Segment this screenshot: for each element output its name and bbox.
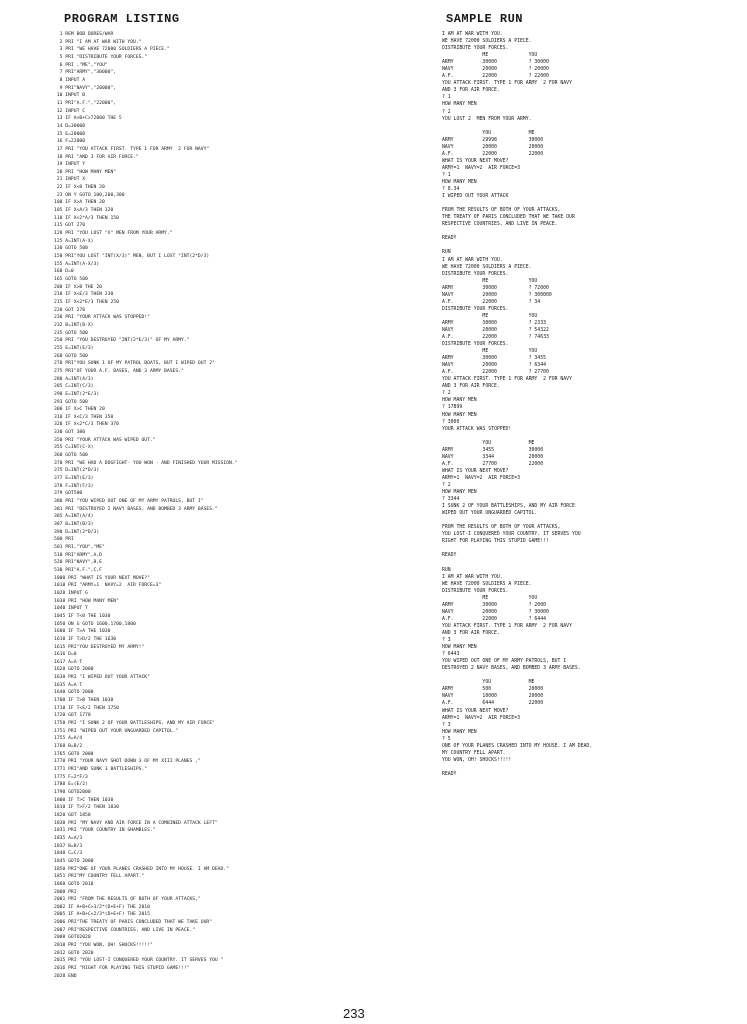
- program-listing-column: [54, 12, 399, 980]
- sample-run-output: I AM AT WAR WITH YOU. WE HAVE 72000 SOLDIERS A PIECE. DISTRIBUTE YOUR FORCES. ME YOU ARMY 30000 ? 30000 NAVY 20000 ? 20000 A.F. 22000 ? 22000 YOU ATTACK FIRST. TYPE 1 FOR ARMY 2 FOR NAVY AND 3 FOR AIR FORCE. ? 1 HOW MANY MEN ? 2 YOU LOST 2 MEN FROM YOUR ARMY. YOU ME ARMY 29998 30000 NAVY 20000 20000 A.F. 22000 22000 WHAT IS YOUR NEXT MOVE? ARMY=1 NAVY=2 AIR FORCE=3 ? 1 HOW MANY MEN ? 8.34 I WIPED OUT YOUR ATTACK FROM THE RESULTS OF BOTH OF YOUR ATTACKS, THE TREATY OF PARIS CONCLUDED THAT WE TAKE OUR RESPECTIVE COUNTRIES, AND LIVE IN PEACE. READY RUN I AM AT WAR WITH YOU. WE HAVE 72000 SOLDIERS A PIECE. DISTRIBUTE YOUR FORCES. ME YOU ARMY 30000 ? 72000 NAVY 20000 ? 300000 A.F. 22000 ? 34 DISTRIBUTE YOUR FORCES. ME YOU ARMY 30000 ? 2333 NAVY 20000 ? 54322 A.F. 22000 ? 74633 DISTRIBUTE YOUR FORCES. ME YOU ARMY 30000 ? 3455 NAVY 20000 ? 6344 A.F. 22000 ? 27700 YOU ATTACK FIRST. TYPE 1 FOR ARMY 2 FOR NAVY AND 3 FOR AIR FORCE. ? 2 HOW MANY MEN ? 17899 HOW MANY MEN ? 3000 YOUR ATTACK WAS STOPPED! YOU ME ARMY 3455 30000 NAVY 3344 20000 A.F. 27700 22000 WHAT IS YOUR NEXT MOVE? ARMY=1 NAVY=2 AIR FORCE=3 ? 2 HOW MANY MEN ? 3344 I SUNK 2 OF YOUR BATTLESHIPS, AND MY AIR FORCE WIPED OUT YOUR UNGUARDED CAPITOL. FROM THE RESULTS OF BOTH OF YOUR ATTACKS, YOU LOST-I CONQUERED YOUR COUNTRY. IT SERVES YOU RIGHT FOR PLAYING THIS STUPID GAME!!! READY RUN I AM AT WAR WITH YOU. WE HAVE 72000 SOLDIERS A PIECE. DISTRIBUTE YOUR FORCES. ME YOU ARMY 30000 ? 2000 NAVY 20000 ? 30000 A.F. 22000 ? 6444 YOU ATTACK FIRST. TYPE 1 FOR ARMY 2 FOR NAVY AND 3 FOR AIR FORCE. ? 3 HOW MANY MEN ? 6443 YOU WIPED OUT ONE OF MY ARMY PATROLS, BUT I DESTROYED 2 NAVY BASES, AND BOMBED 3 ARMY BASES. YOU ME ARMY 500 20000 NAVY 10000 20000 A.F. 6444 22000 WHAT IS YOUR NEXT MOVE? ARMY=1 NAVY=2 AIR FORCE=3 ? 3 HOW MANY MEN ? 5 ONE OF YOUR PLANES CRASHED INTO MY HOUSE. I AM DEAD. MY COUNTRY FELL APART. YOU WON, OH! SHUCKS!!!!! READY: [442, 32, 593, 777]
- sample-run-column: [442, 12, 742, 778]
- program-listing-title: PROGRAM LISTING: [64, 12, 180, 26]
- sample-run-title: SAMPLE RUN: [446, 12, 524, 26]
- page-number: 233: [343, 1006, 365, 1021]
- program-listing-code: 1 REM BOB DORES/WAR 2 PRI "I AM AT WAR WITH YOU." 3 PRI "WE HAVE 72000 SOLDIERS A PIECE." 5 PRI "DISTRIBUTE YOUR FORCES." 6 PRI ,"ME","YOU" 7 PRI"ARMY","30000", 8 INPUT A 9 PRI"NAVY","20000", 10 INPUT B 11 PRI"A.F.","22000", 12 INPUT C 13 IF A+B+C>72000 THE 5 14 D=30000 15 E=20000 16 F=22000 17 PRI "YOU ATTACK FIRST. TYPE 1 FOR ARMY 2 FOR NAVY" 18 PRI "AND 3 FOR AIR FORCE." 19 INPUT Y 20 PRI "HOW MANY MEN" 21 INPUT X 22 IF X<0 THEN 20 23 ON Y GOTO 100,200,300 100 IF X>A THEN 20 105 IF X<A/3 THEN 120 110 IF X<2*A/3 THEN 150 115 GOT 270 120 PRI "YOU LOST "X" MEN FROM YOUR ARMY." 125 A=INT(A-X) 130 GOTO 500 150 PRI"YOU LOST "INT(X/3)" MEN, BUT I LOST "INT(2*D/3) 155 A=INT(A-X/3) 160 D=0 165 GOTO 500 200 IF X>B THE 20 210 IF X<E/3 THEN 230 215 IF X<2*E/3 THEN 250 220 GOT 270 230 PRI "YOUR ATTACK WAS STOPPED!" 232 B=INT(B-X) 235 GOTO 500 250 PRI "YOU DESTROYED "INT(2*E/3)" OF MY ARMY." 255 E=INT(E/3) 260 GOTO 500 270 PRI"YOU SUNK 1 OF MY PATROL BOATS, BUT I WIPED OUT 2" 275 PRI"OF YOUR A.F. BASES, AND 3 ARMY BASES." 280 A=INT(A/3) 285 C=INT(C/3) 290 E=INT(2*E/3) 293 GOTO 500 300 IF X>C THEN 20 310 IF X<C/3 THEN 350 320 IF X<2*C/3 THEN 370 330 GOT 380 350 PRI "YOUR ATTACK WAS WIPED OUT." 355 C=INT(C-X) 360 GOTO 500 370 PRI "WE HAD A DOGFIGHT- YOU WON - AND FINISHED YOUR MISSION." 375 D=INT(2*D/3) 377 E=INT(E/3) 378 F=INT(F/3) 379 GOT500 380 PRI "YOU WIPED OUT ONE OF MY ARMY PATROLS, BUT I" 381 PRI "DESTROYED 2 NAVY BASES, AND BOMBED 3 ARMY BASES." 385 A=INT(A/4) 387 B=INT(B/3) 390 D=INT(2*D/3) 500 PRI 501 PRI,"YOU","ME" 510 PRI"ARMY",A,D 520 PRI"NAVY",B,E 530 PRI"A.F.",C,F 1000 PRI "WHAT IS YOUR NEXT MOVE?" 1010 PRI "ARMY=1 NAVY=2 AIR FORCE=3" 1020 INPUT G 1030 PRI "HOW MANY MEN" 1040 INPUT T 1045 IF T<0 THE 1030 1050 ON G GOTO 1600,1700,1800 1600 IF T>A THE 1030 1610 IF T>D/2 THE 1630 1615 PRI"YOU DESTROYED MY ARMY!" 1616 D=0 1617 A=A-T 1620 GOTO 2000 1630 PRI "I WIPED OUT YOUR ATTACK" 1635 A=A-T 1640 GOTO 2000 1700 IF T>B THEN 1030 1710 IF T<E/2 THEN 1750 1720 GOT 1770 1750 PRI "I SUNK 2 OF YOUR BATTLESHIPS, AND MY AIR FORCE" 1751 PRI "WIPED OUT YOUR UNGUARDED CAPITOL." 1755 A=A/4 1760 B=B/2 1765 GOTO 2000 1770 PRI "YOUR NAVY SHOT DOWN 3 OF MY XIII PLANES ," 1771 PRI"AND SUNK 3 BATTLESHIPS." 1775 F=2*F/3 1780 E=(E/2) 1790 GOTO2000 1800 IF T>C THEN 1030 1810 IF T>F/2 THEN 1830 1820 GOT 1850 1830 PRI "MY NAVY AND AIR FORCE IN A COMBINED ATTACK LEFT" 1831 PRI "YOUR COUNTRY IN SHAMBLES." 1835 A=A/3 1837 B=B/3 1840 C=C/3 1845 GOTO 2000 1850 PRI"ONE OF YOUR PLANES CRASHED INTO MY HOUSE. I AM DEAD." 1851 PRI"MY COUNTRY FELL APART." 1860 GOTO 2010 2000 PRI 2001 PRI "FROM THE RESULTS OF BOTH OF YOUR ATTACKS," 2002 IF A+B+C>3/2*(D+E+F) THE 2010 2005 IF A+B+C<2/3*(D+E+F) THE 2015 2006 PRI"THE TREATY OF PARIS CONCLUDED THAT WE TAKE OUR" 2007 PRI"RESPECTIVE COUNTRIES, AND LIVE IN PEACE." 2008 GOTO2020 2010 PRI "YOU WON, OH! SHUCKS!!!!!" 2012 GOTO 2020 2015 PRI "YOU LOST-I CONQUERED YOUR COUNTRY. IT SERVES YOU " 2016 PRI "RIGHT FOR PLAYING THIS STUPID GAME!!!" 2020 END: [54, 32, 238, 979]
